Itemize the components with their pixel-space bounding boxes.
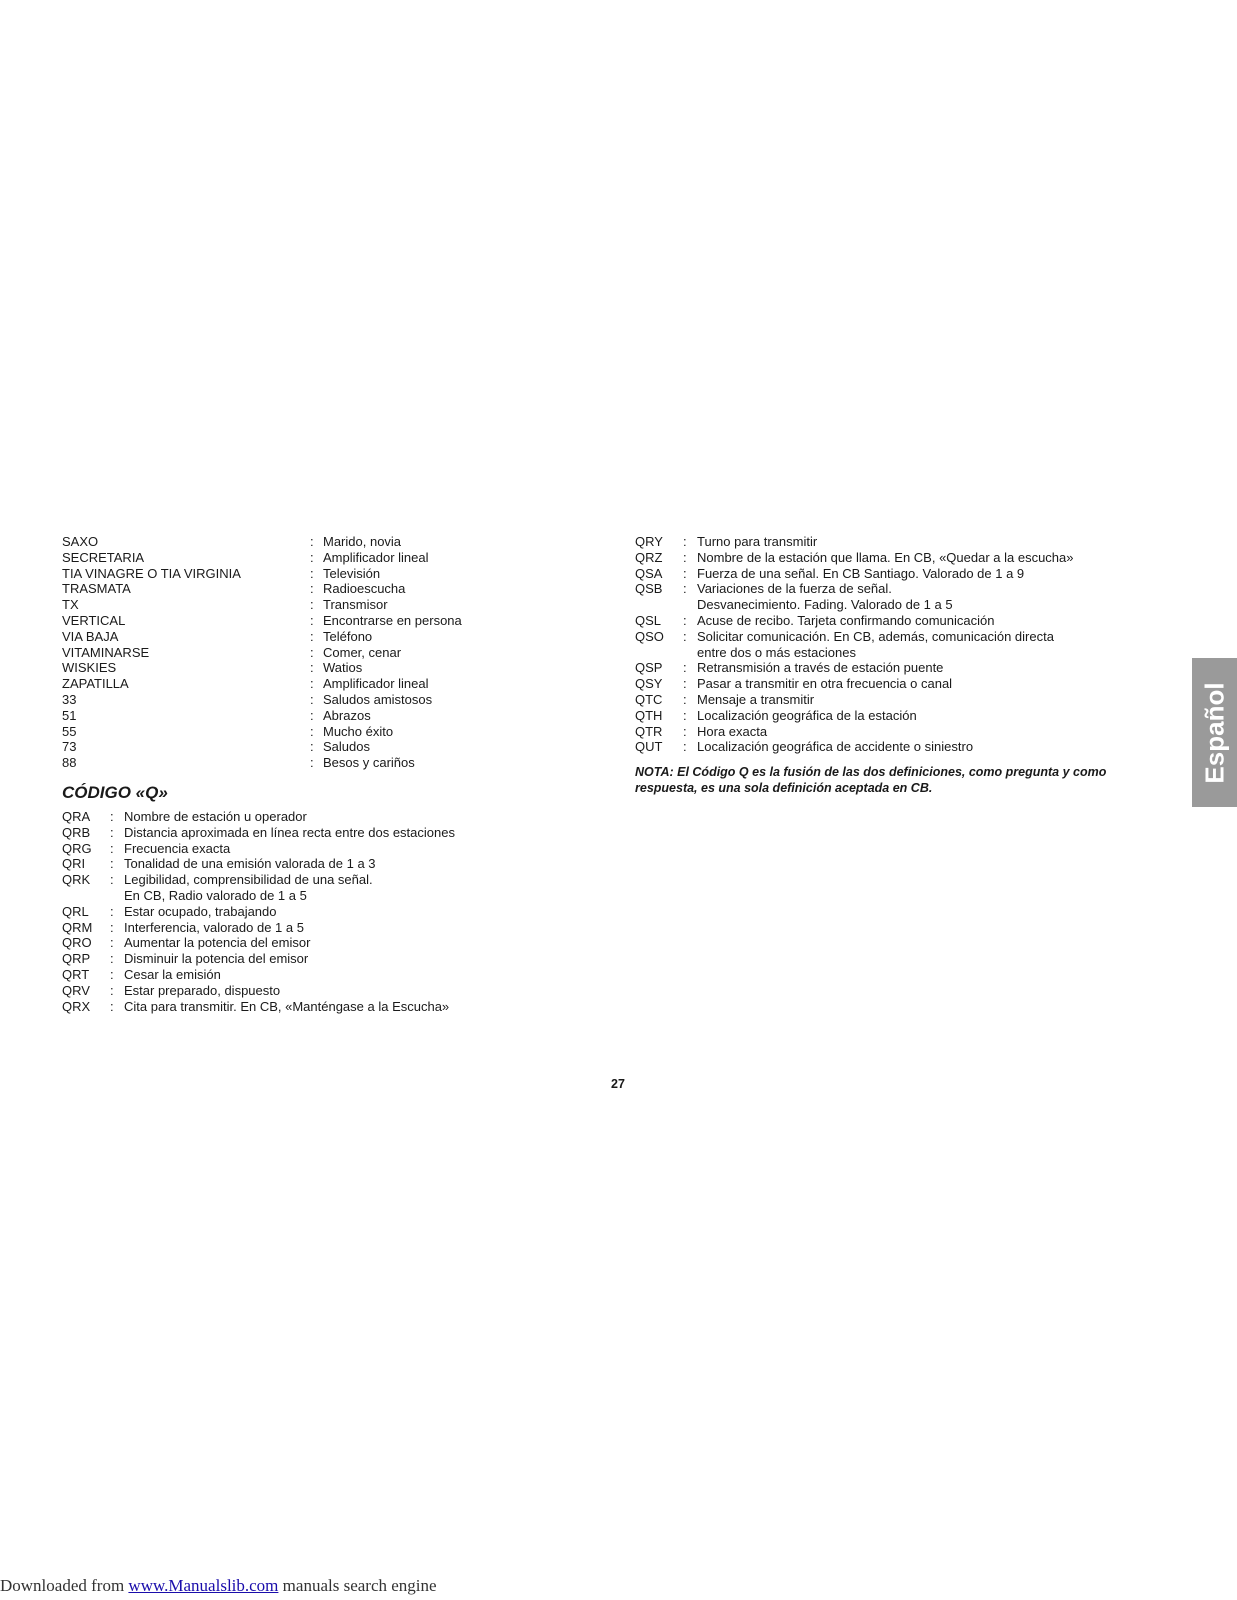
q-code: QRM [62,919,93,935]
q-code: QRB [62,824,91,840]
separator-colon: : [683,739,687,755]
q-code-row [62,935,532,951]
manualslib-link[interactable]: www.Manualslib.com [128,1576,279,1595]
definition: Pasar a transmitir en otra frecuencia o canal [697,676,953,692]
definition: Besos y cariños [323,755,415,771]
separator-colon: : [310,644,314,660]
definition: Cesar la emisión [124,967,221,982]
separator-colon: : [310,723,314,739]
jargon-term: VIA BAJA [62,628,119,644]
separator-colon: : [683,707,687,723]
separator-colon: : [310,628,314,644]
jargon-row [62,692,532,708]
definition: entre dos o más estaciones [697,644,856,660]
jargon-term: 73 [62,739,77,755]
definition: Transmisor [323,597,388,613]
jargon-term: ZAPATILLA [62,676,129,692]
q-code: QTC [635,692,663,707]
definition: Comer, cenar [323,644,402,660]
definition: Fuerza de una señal. En CB Santiago. Valorado de 1 a 9 [697,565,1025,581]
jargon-row [62,755,532,771]
q-code: QRV [62,982,90,998]
q-code-row [62,872,532,888]
q-code-row [62,951,532,967]
q-code-row [635,692,1175,708]
jargon-term: 88 [62,755,77,771]
q-code-row [62,841,532,857]
footer-suffix: manuals search engine [278,1576,437,1595]
q-code: QRO [62,935,92,951]
definition: Estar preparado, dispuesto [124,982,281,998]
separator-colon: : [110,824,114,840]
definition: Distancia aproximada en línea recta entre dos estaciones [124,824,455,840]
definition: Encontrarse en persona [323,613,462,628]
separator-colon: : [683,628,687,644]
q-code-row [635,613,1175,629]
q-code-row [635,534,1175,550]
q-code-row [62,920,532,936]
separator-colon: : [310,613,314,628]
jargon-term: SECRETARIA [62,549,145,565]
definition: Radioescucha [323,581,406,597]
q-code-row [635,724,1175,740]
q-code-row [635,645,1175,661]
q-code: QTR [635,723,663,739]
separator-colon: : [110,903,114,919]
q-code-row [635,581,1175,597]
q-code-row [62,983,532,999]
q-code: QTH [635,707,663,723]
q-code-row [635,550,1175,566]
definition: Disminuir la potencia del emisor [124,951,309,967]
q-code: QRT [62,967,90,982]
separator-colon: : [310,755,314,771]
separator-colon: : [683,581,687,597]
definition: Mensaje a transmitir [697,692,815,707]
jargon-term: TIA VINAGRE O TIA VIRGINIA [62,565,241,581]
definition: Saludos [323,739,370,755]
jargon-term: VERTICAL [62,613,126,628]
definition: Tonalidad de una emisión valorada de 1 a 3 [124,856,376,872]
q-code-row [635,660,1175,676]
separator-colon: : [310,692,314,707]
jargon-row [62,629,532,645]
definition: Amplificador lineal [323,676,429,692]
page-number: 27 [611,1077,625,1091]
jargon-term: TRASMATA [62,581,131,597]
separator-colon: : [683,692,687,707]
definition: Localización geográfica de la estación [697,707,917,723]
separator-colon: : [110,998,114,1014]
q-code-row [62,904,532,920]
q-code-row [62,825,532,841]
separator-colon: : [310,660,314,676]
separator-colon: : [110,967,114,982]
definition: Mucho éxito [323,723,394,739]
separator-colon: : [683,723,687,739]
definition: Saludos amistosos [323,692,433,707]
definition: Frecuencia exacta [124,840,231,856]
footer-prefix: Downloaded from [0,1576,129,1595]
jargon-row [62,534,532,550]
definition: Desvanecimiento. Fading. Valorado de 1 a 5 [697,597,953,613]
q-code: QUT [635,739,663,755]
q-code-row [635,676,1175,692]
definition: Cita para transmitir. En CB, «Manténgase a la Escucha» [124,998,450,1014]
definition: Estar ocupado, trabajando [124,903,277,919]
q-code: QRP [62,951,91,967]
separator-colon: : [110,919,114,935]
separator-colon: : [310,707,314,723]
q-code-row [635,566,1175,582]
q-code: QRA [62,809,91,824]
definition: Turno para transmitir [697,534,818,549]
definition: En CB, Radio valorado de 1 a 5 [124,888,307,903]
separator-colon: : [683,660,687,676]
separator-colon: : [110,872,114,888]
separator-colon: : [310,739,314,755]
language-side-tab [1192,658,1237,807]
jargon-row [62,676,532,692]
separator-colon: : [110,951,114,967]
separator-colon: : [310,549,314,565]
separator-colon: : [110,809,114,824]
q-code: QSO [635,628,664,644]
jargon-row [62,660,532,676]
jargon-row [62,613,532,629]
separator-colon: : [310,597,314,613]
q-code-row [62,856,532,872]
separator-colon: : [110,840,114,856]
definition: Variaciones de la fuerza de señal. [697,581,892,597]
jargon-term: WISKIES [62,660,117,676]
jargon-row [62,724,532,740]
q-code-row [62,888,532,904]
separator-colon: : [310,581,314,597]
jargon-row [62,597,532,613]
q-code-row [635,739,1175,755]
definition: Amplificador lineal [323,549,429,565]
q-code: QRL [62,903,89,919]
jargon-term: 51 [62,707,77,723]
q-code: QSP [635,660,663,676]
q-code: QRG [62,840,92,856]
jargon-row [62,645,532,661]
definition: Legibilidad, comprensibilidad de una señal. [124,872,373,888]
separator-colon: : [683,549,687,565]
definition: Acuse de recibo. Tarjeta confirmando comunicación [697,613,995,628]
definition: Abrazos [323,707,371,723]
q-code: QRY [635,534,663,549]
separator-colon: : [683,565,687,581]
q-code-row [635,629,1175,645]
definition: Interferencia, valorado de 1 a 5 [124,919,304,935]
definition: Nombre de estación u operador [124,809,307,824]
q-code-note: NOTA: El Código Q es la fusión de las dos definiciones, como pregunta y como respuesta, es una sola definición aceptada en CB. [635,765,1107,795]
q-code: QSY [635,676,663,692]
q-code: QSL [635,613,662,628]
jargon-term: SAXO [62,534,99,549]
separator-colon: : [683,534,687,549]
q-code: QRZ [635,549,663,565]
definition: Solicitar comunicación. En CB, además, comunicación directa [697,628,1054,644]
q-code: QRK [62,872,91,888]
q-code-row [62,967,532,983]
q-code: QRI [62,856,86,872]
jargon-term: VITAMINARSE [62,644,150,660]
jargon-row [62,550,532,566]
q-code: QSA [635,565,663,581]
separator-colon: : [110,856,114,872]
jargon-term: 55 [62,723,77,739]
definition: Hora exacta [697,723,768,739]
q-code-row [635,597,1175,613]
separator-colon: : [310,565,314,581]
q-code-row [62,999,532,1015]
jargon-term: TX [62,597,79,613]
definition: Marido, novia [323,534,402,549]
separator-colon: : [110,982,114,998]
definition: Televisión [323,565,381,581]
definition: Teléfono [323,628,373,644]
separator-colon: : [310,534,314,549]
definition: Aumentar la potencia del emisor [124,935,311,951]
separator-colon: : [683,613,687,628]
q-code-row [635,708,1175,724]
jargon-row [62,708,532,724]
definition: Retransmisión a través de estación puente [697,660,944,676]
definition: Localización geográfica de accidente o siniestro [697,739,974,755]
separator-colon: : [110,935,114,951]
definition: Nombre de la estación que llama. En CB, «Quedar a la escucha» [697,549,1074,565]
q-code-row [62,809,532,825]
jargon-term: 33 [62,692,77,707]
side-tab-label: Español [1199,681,1230,784]
jargon-row [62,581,532,597]
q-code-heading: CÓDIGO «Q» [62,783,168,802]
jargon-row [62,566,532,582]
download-footer [0,1576,437,1596]
separator-colon: : [683,676,687,692]
definition: Watios [323,660,363,676]
q-code: QRX [62,998,91,1014]
jargon-row [62,739,532,755]
separator-colon: : [310,676,314,692]
q-code: QSB [635,581,663,597]
